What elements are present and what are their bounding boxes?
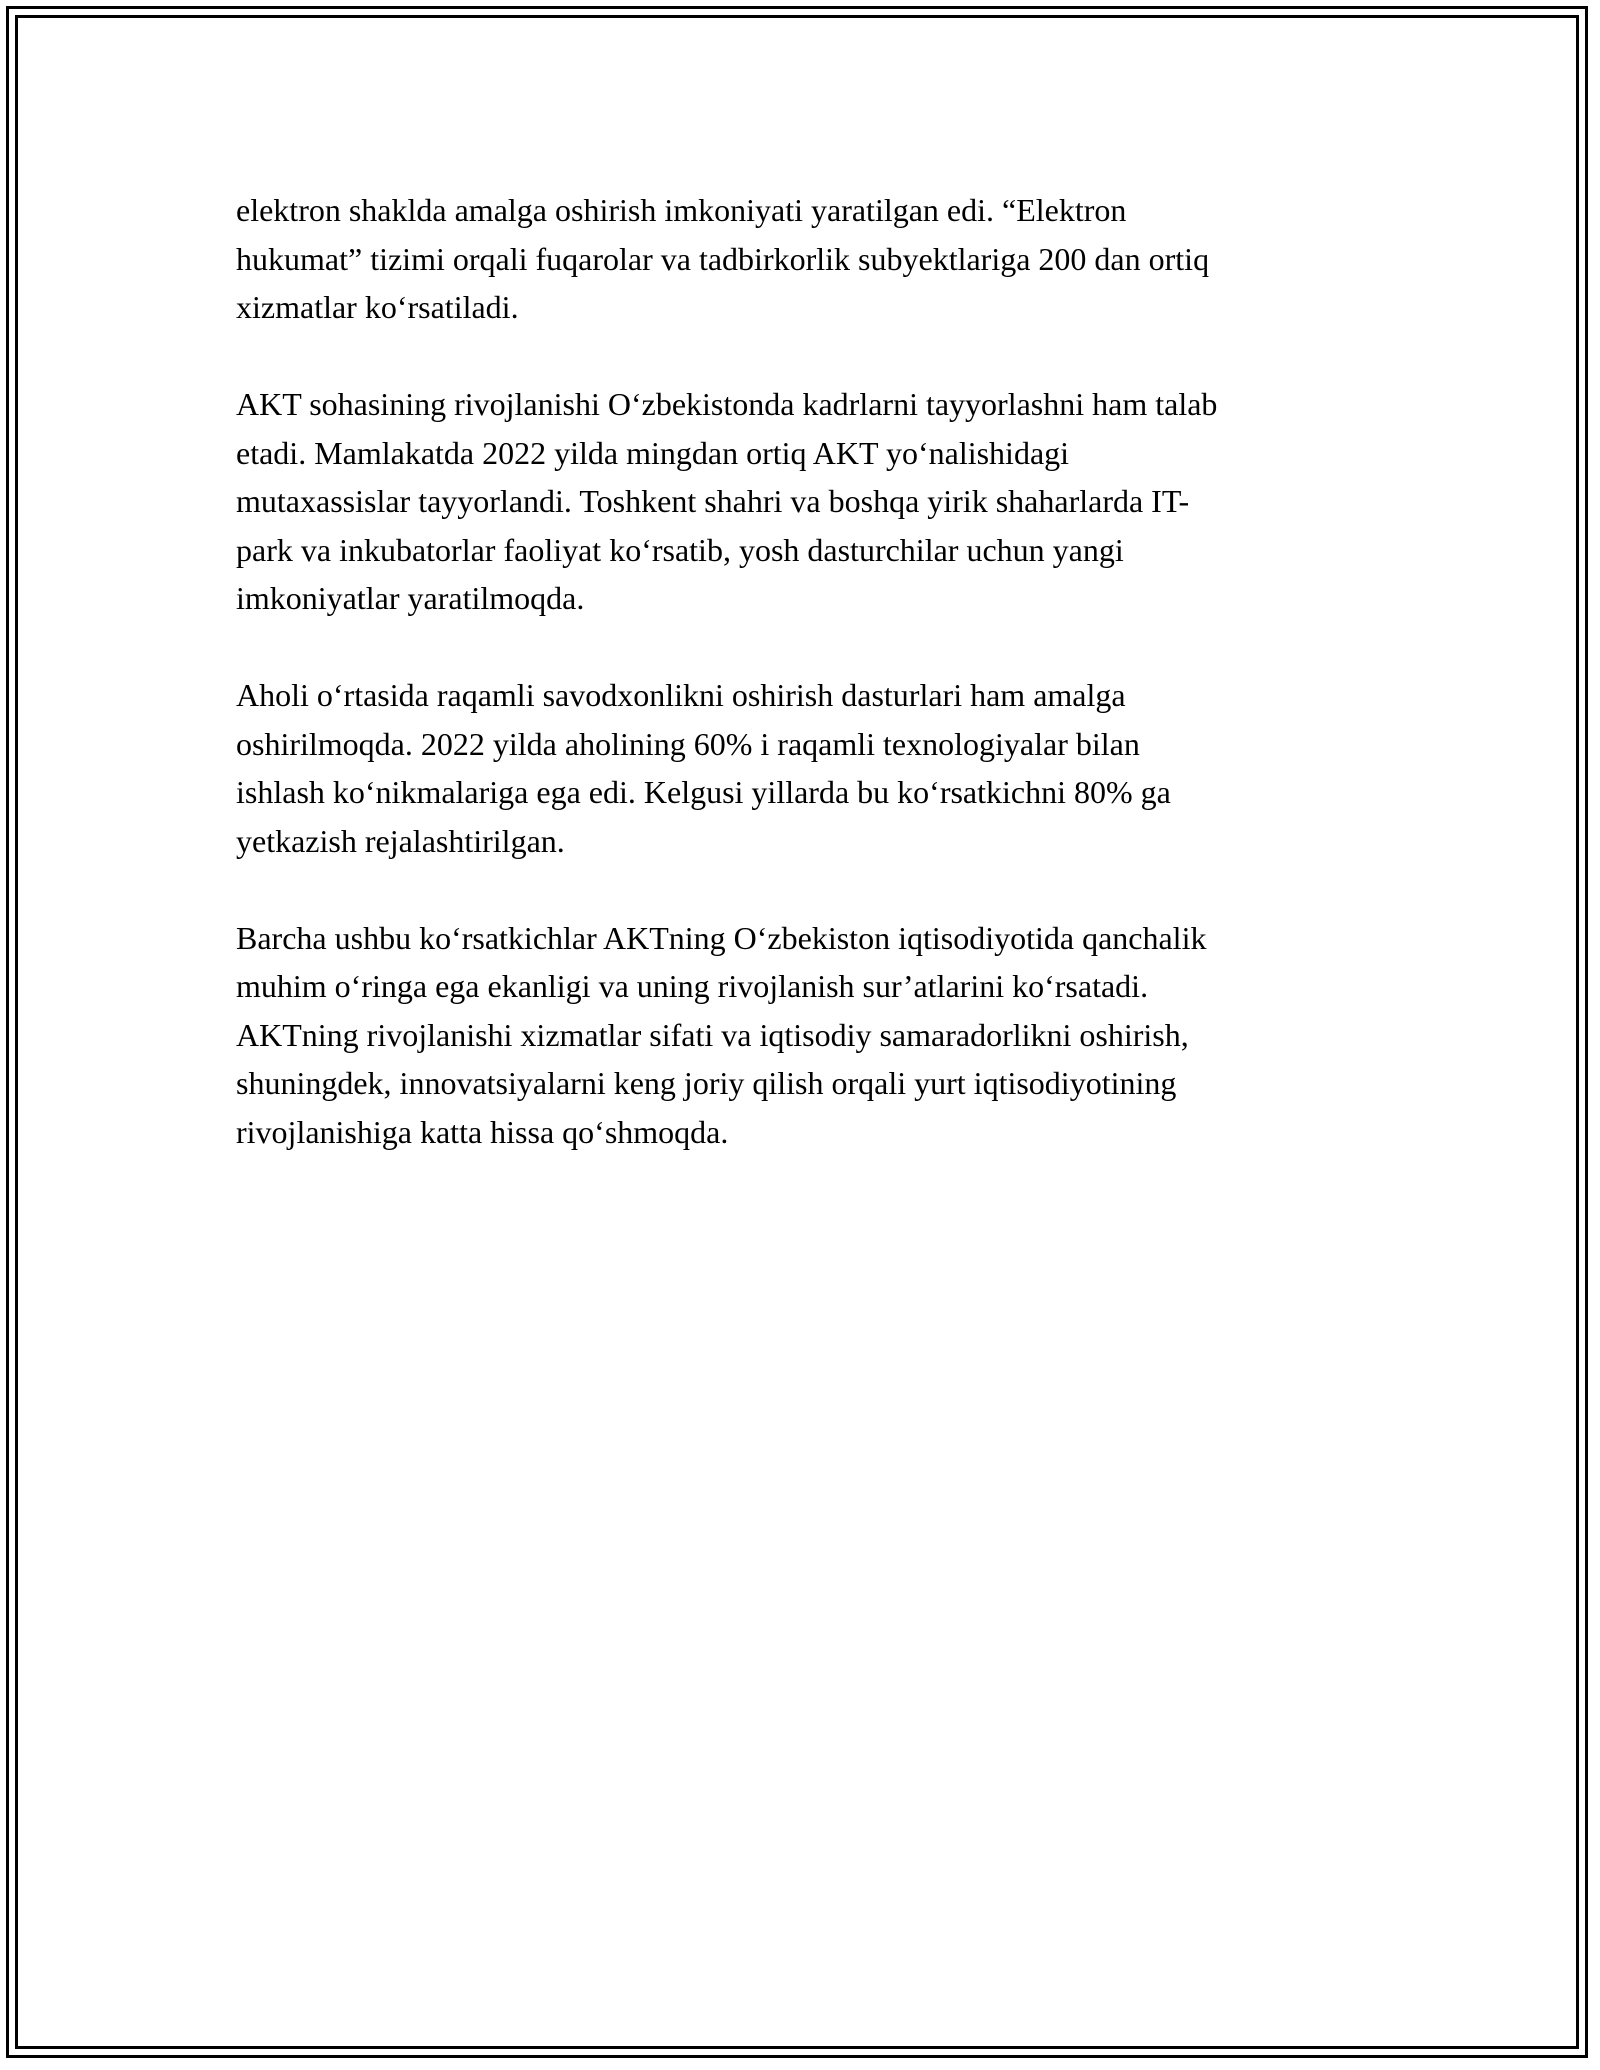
paragraph-ict-personnel: AKT sohasining rivojlanishi O‘zbekistonda kadrlarni tayyorlashni ham talab etadi. Mamlakatda 2022 yilda mingdan ortiq AKT yo‘nalishidagi mutaxassislar tayyorlandi. Toshkent shahri va boshqa yirik shaharlarda IT- park va inkubatorlar faoliyat ko‘rsatib, yosh dasturchilar uchun yangi imkoniyatlar yaratilmoqda.: [236, 386, 1218, 616]
document-body: [236, 186, 1386, 1205]
paragraph-electronic-government: elektron shaklda amalga oshirish imkoniyati yaratilgan edi. “Elektron hukumat” tizimi orqali fuqarolar va tadbirkorlik subyektlariga 200 dan ortiq xizmatlar ko‘rsatiladi.: [236, 192, 1210, 325]
paragraph-digital-literacy: Aholi o‘rtasida raqamli savodxonlikni oshirish dasturlari ham amalga oshirilmoqda. 2022 yilda aholining 60% i raqamli texnologiyalar bilan ishlash ko‘nikmalariga ega edi. Kelgusi yillarda bu ko‘rsatkichni 80% ga yetkazish rejalashtirilgan.: [236, 677, 1171, 859]
paragraph-conclusion: Barcha ushbu ko‘rsatkichlar AKTning O‘zbekiston iqtisodiyotida qanchalik muhim o‘ringa ega ekanligi va uning rivojlanish sur’atlarini ko‘rsatadi. AKTning rivojlanishi xizmatlar sifati va iqtisodiy samaradorlikni oshirish, shuningdek, innovatsiyalarni keng joriy qilish orqali yurt iqtisodiyotining rivojlanishiga katta hissa qo‘shmoqda.: [236, 919, 1207, 1150]
